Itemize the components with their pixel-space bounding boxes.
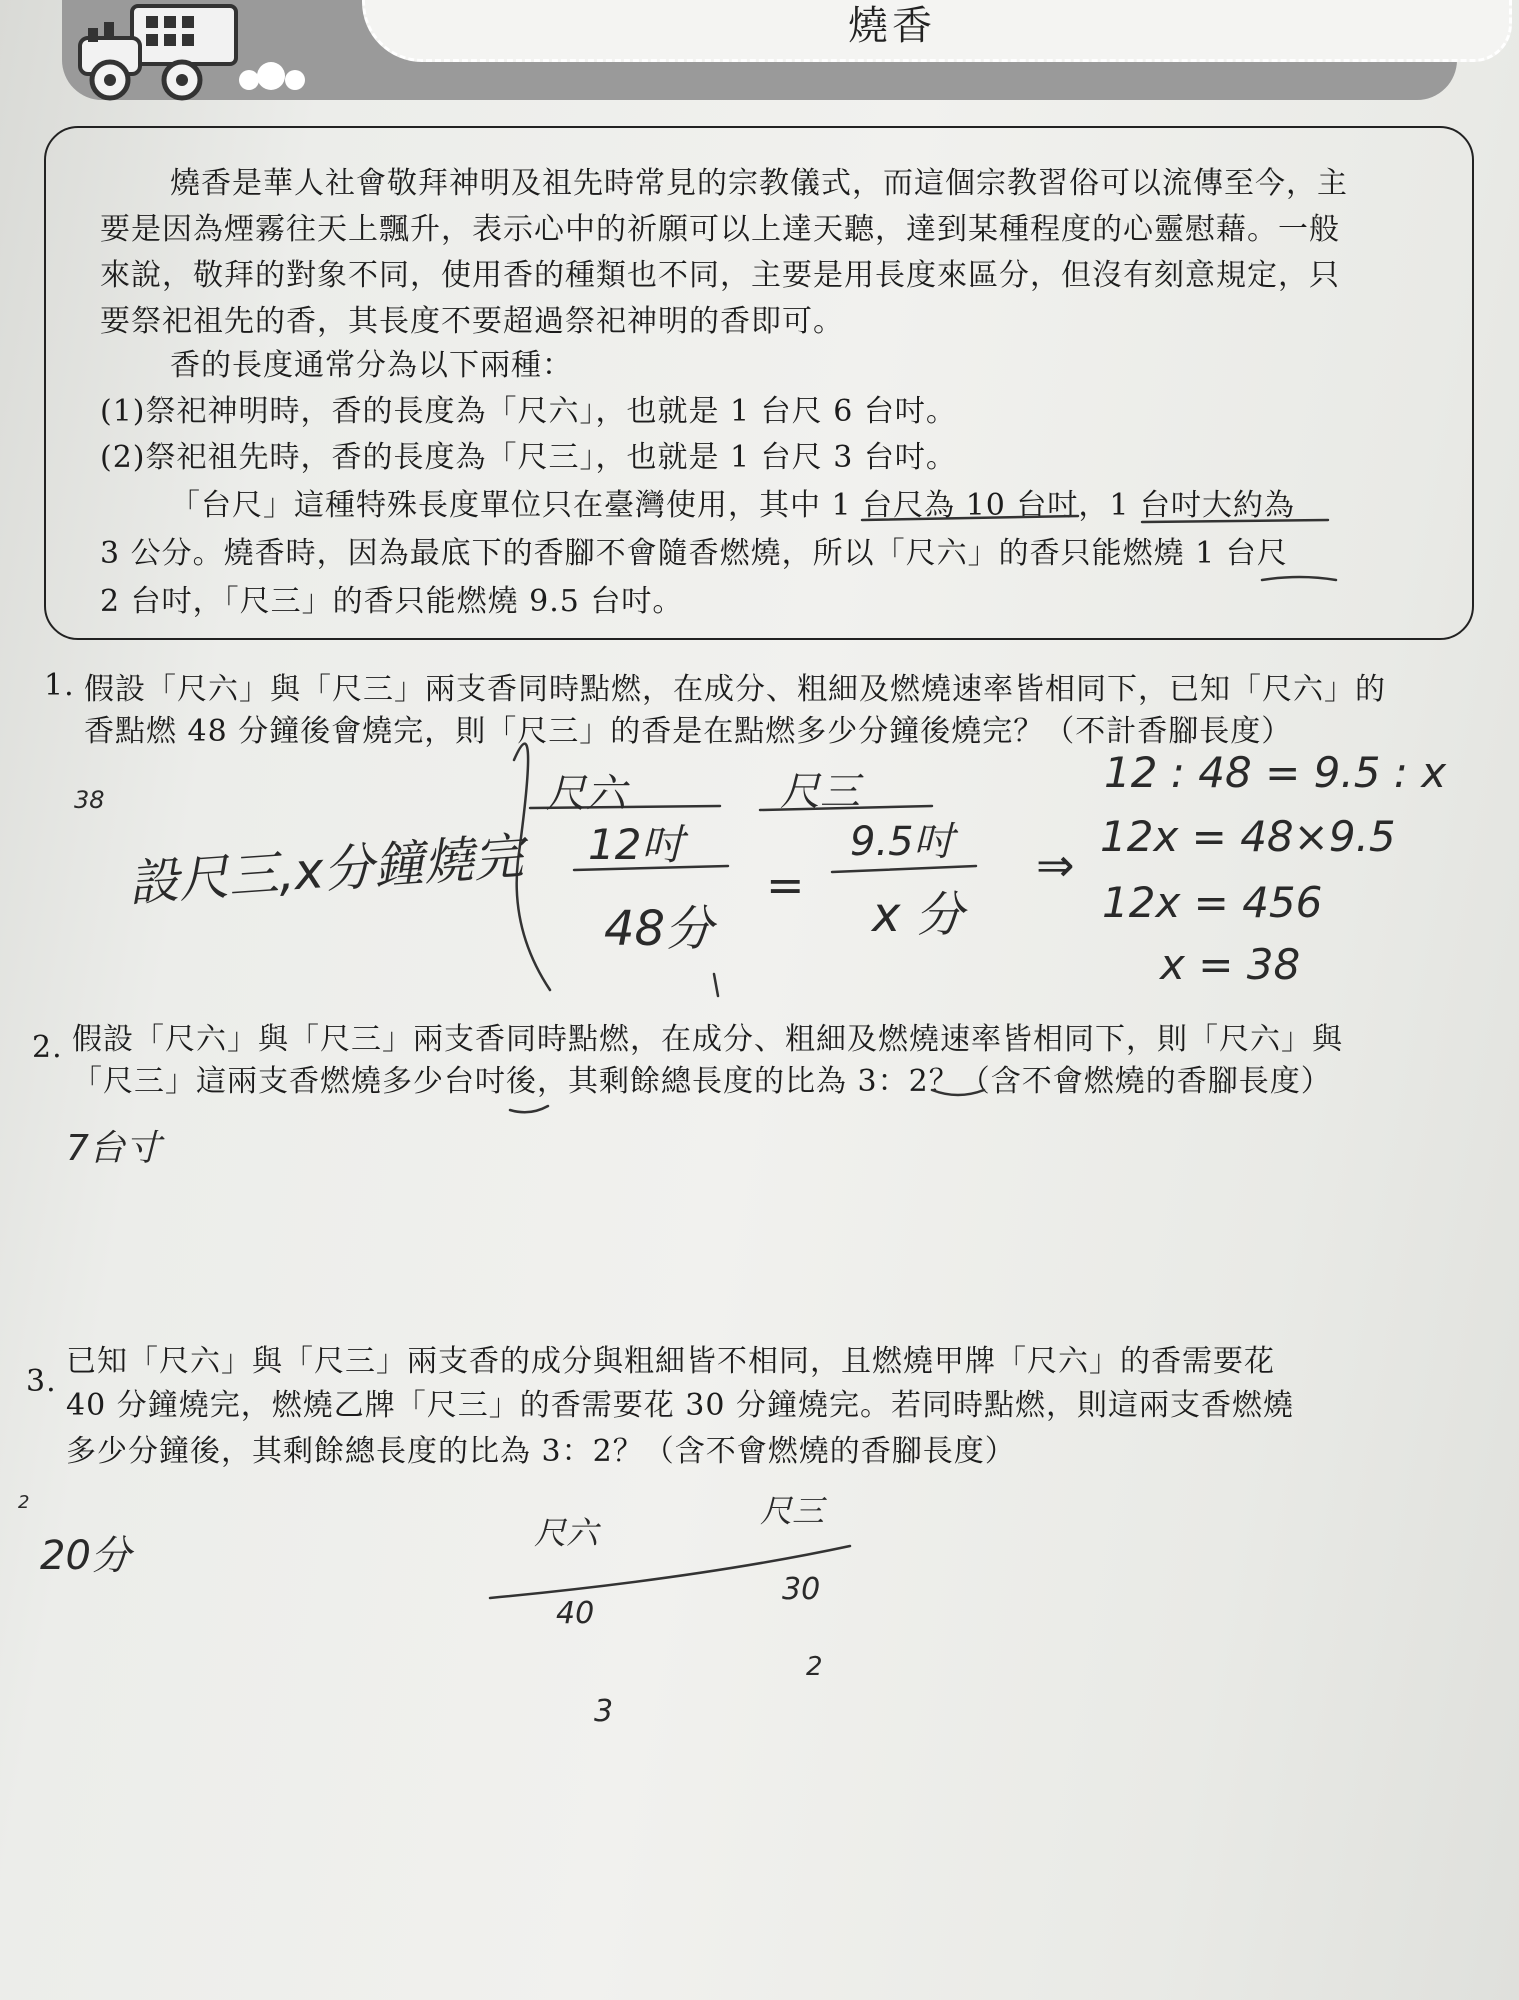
q1-equation-1: 12 : 48 = 9.5 : x xyxy=(1104,748,1447,797)
q1-equation-4: x = 38 xyxy=(1160,940,1301,989)
q1-equation-3: 12x = 456 xyxy=(1102,878,1323,927)
intro-p1-line2: 要是因為煙霧往天上飄升，表示心中的祈願可以上達天聽，達到某種程度的心靈慰藉。一般 xyxy=(100,212,1340,247)
q1-col2-denominator: x 分 xyxy=(872,887,964,943)
intro-p3-line2: 3 公分。燒香時，因為最底下的香腳不會隨香燃燒，所以「尺六」的香只能燃燒 1 台尺 xyxy=(100,536,1288,571)
q1-col1-numerator: 12吋 xyxy=(588,820,684,869)
q2-answer-note: 7台寸 xyxy=(66,1128,161,1169)
question-3-line1: 已知「尺六」與「尺三」兩支香的成分與粗細皆不相同，且燃燒甲牌「尺六」的香需要花 xyxy=(66,1344,1275,1379)
q3-col1-head: 尺六 xyxy=(534,1514,599,1552)
q3-answer-note: 20分 xyxy=(40,1533,131,1579)
q1-col1-head: 尺六 xyxy=(546,771,626,817)
question-1-number: 1. xyxy=(44,668,75,703)
intro-item1: (1)祭祀神明時，香的長度為「尺六」，也就是 1 台尺 6 台吋。 xyxy=(100,394,957,429)
question-3-line3: 多少分鐘後，其剩餘總長度的比為 3：2？（含不會燃燒的香腳長度） xyxy=(66,1434,1016,1469)
question-2-number: 2. xyxy=(32,1030,63,1065)
q3-col1-ratio: 3 xyxy=(594,1694,614,1729)
q1-equation-2: 12x = 48×9.5 xyxy=(1100,812,1396,861)
q3-col2-ratio: 2 xyxy=(806,1652,823,1682)
q1-setup-note: 設尺三,x分鐘燒完 xyxy=(126,827,526,913)
question-1-line2: 香點燃 48 分鐘後會燒完，則「尺三」的香是在點燃多少分鐘後燒完？（不計香腳長度） xyxy=(84,714,1293,749)
question-3-line2: 40 分鐘燒完，燃燒乙牌「尺三」的香需要花 30 分鐘燒完。若同時點燃，則這兩支香燃燒 xyxy=(66,1388,1294,1423)
page-title: 燒香 xyxy=(848,3,936,49)
q3-col1-value: 40 xyxy=(556,1596,595,1631)
q1-col2-head: 尺三 xyxy=(780,769,860,815)
intro-item2: (2)祭祀祖先時，香的長度為「尺三」，也就是 1 台尺 3 台吋。 xyxy=(100,440,957,475)
q3-col2-head: 尺三 xyxy=(760,1492,825,1530)
q1-implies-arrow: ⇒ xyxy=(1036,838,1075,892)
question-2-line1: 假設「尺六」與「尺三」兩支香同時點燃，在成分、粗細及燃燒速率皆相同下，則「尺六」與 xyxy=(72,1022,1343,1057)
intro-p2: 香的長度通常分為以下兩種： xyxy=(170,348,573,383)
intro-p3-line3: 2 台吋，「尺三」的香只能燃燒 9.5 台吋。 xyxy=(100,584,684,619)
q1-answer-note: 38 xyxy=(74,786,105,814)
intro-p1-line3: 來說，敬拜的對象不同，使用香的種類也不同，主要是用長度來區分，但沒有刻意規定，只 xyxy=(100,258,1340,293)
question-1-line1: 假設「尺六」與「尺三」兩支香同時點燃，在成分、粗細及燃燒速率皆相同下，已知「尺六」的 xyxy=(84,672,1386,707)
intro-p1-line1: 燒香是華人社會敬拜神明及祖先時常見的宗教儀式，而這個宗教習俗可以流傳至今，主 xyxy=(170,166,1348,201)
question-2-line2: 「尺三」這兩支香燃燒多少台吋後，其剩餘總長度的比為 3：2？（含不會燃燒的香腳長度） xyxy=(72,1064,1332,1099)
q3-col2-value: 30 xyxy=(782,1572,821,1607)
intro-p1-line4: 要祭祀祖先的香，其長度不要超過祭祀神明的香即可。 xyxy=(100,304,844,339)
q1-equals: = xyxy=(766,858,805,912)
intro-p3-line1: 「台尺」這種特殊長度單位只在臺灣使用，其中 1 台尺為 10 台吋，1 台吋大約為 xyxy=(170,488,1296,523)
q1-col2-numerator: 9.5吋 xyxy=(850,819,954,865)
q1-col1-denominator: 48分 xyxy=(604,901,714,957)
q3-margin-mark: 2 xyxy=(18,1492,30,1513)
question-3-number: 3. xyxy=(26,1364,57,1399)
